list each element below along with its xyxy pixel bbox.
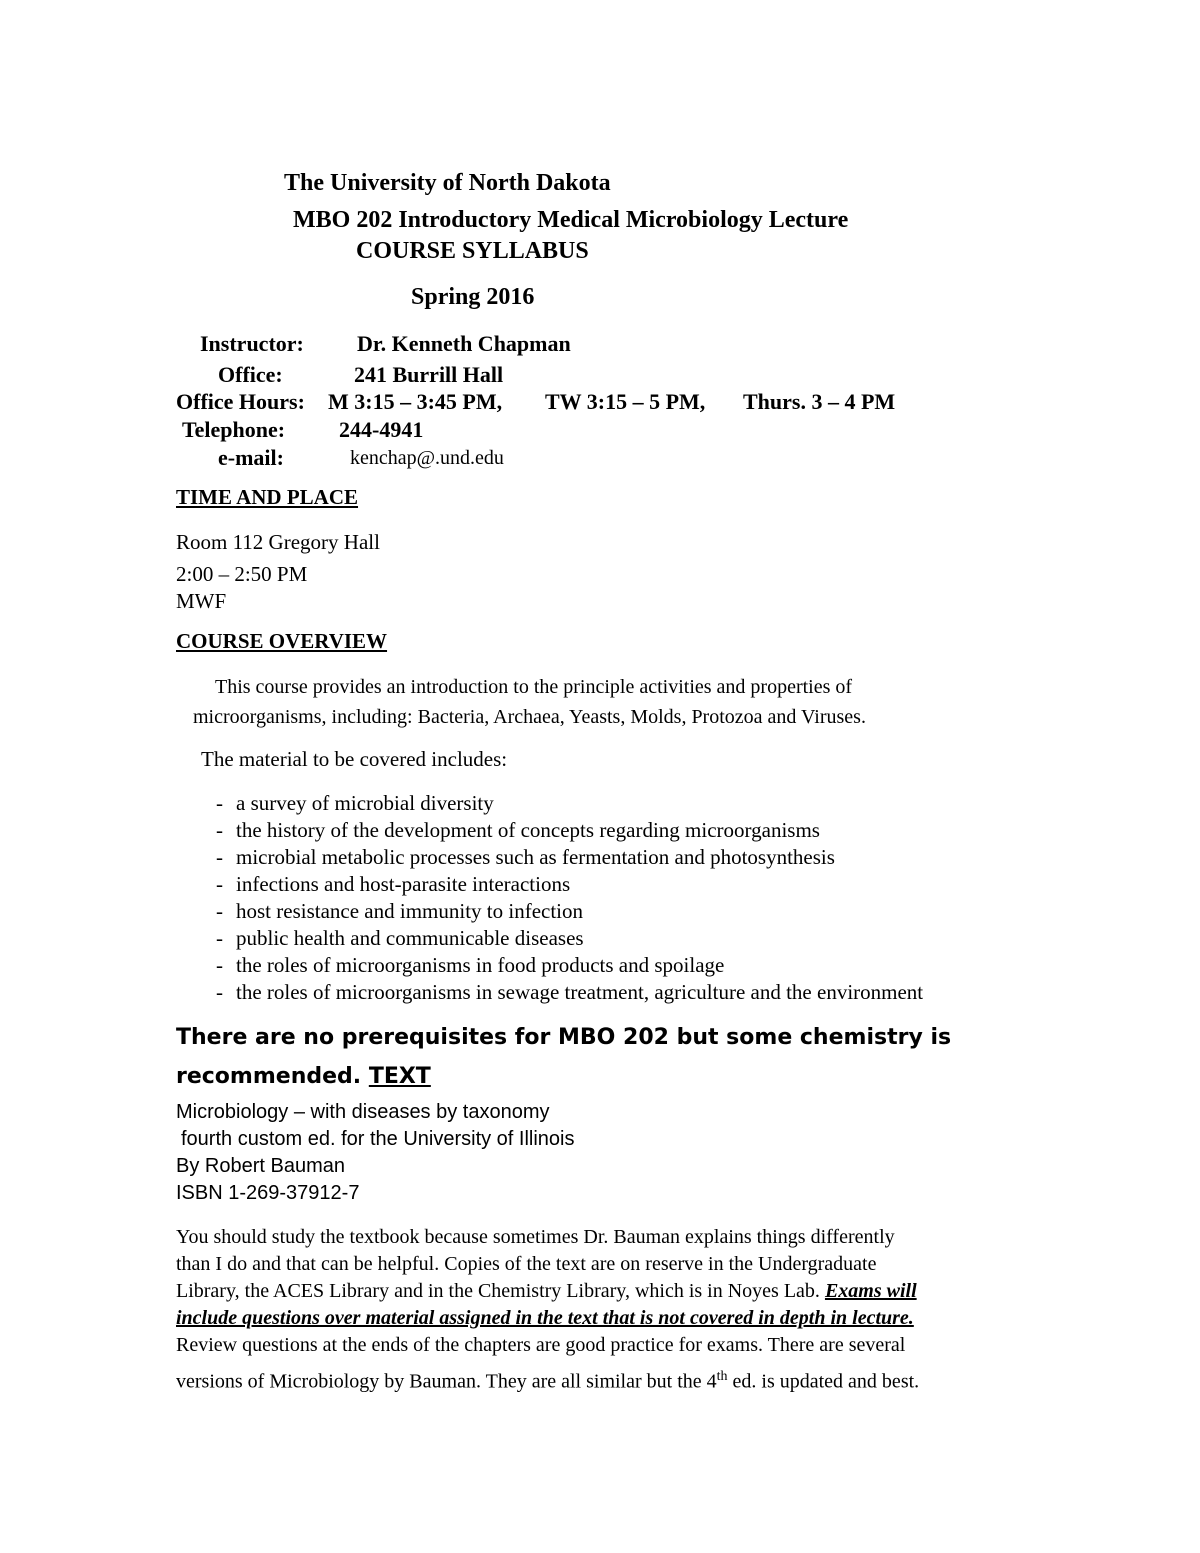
list-item: - microbial metabolic processes such as fermentation and photosynthesis [216,845,835,869]
instructor-name: Dr. Kenneth Chapman [357,331,571,356]
topics-list [216,790,923,1006]
prerequisites-line-2: recommended. TEXT [176,1064,431,1089]
study-note-line: versions of Microbiology by Bauman. They are all similar but the 4th ed. is updated and best. [176,1369,920,1393]
bullet-dash: - [216,926,223,950]
instructor-label: Instructor: [200,331,304,356]
office-location: 241 Burrill Hall [354,362,504,387]
list-item: - the roles of microorganisms in food products and spoilage [216,953,725,977]
study-note-line: Review questions at the ends of the chapters are good practice for exams. There are several [176,1334,906,1356]
class-time: 2:00 – 2:50 PM [176,562,308,586]
study-note-line: than I do and that can be helpful. Copies of the text are on reserve in the Undergraduate [176,1253,877,1275]
room: Room 112 Gregory Hall [176,530,380,554]
textbook-isbn: ISBN 1-269-37912-7 [176,1182,360,1204]
exams-emphasis-continued: include questions over material assigned in the text that is not covered in depth in lecture. [176,1307,914,1329]
text-heading: TEXT [368,1064,431,1089]
bullet-dash: - [216,899,223,923]
list-item: - host resistance and immunity to infection [216,899,584,923]
term: Spring 2016 [411,284,535,310]
office-hours-monday: M 3:15 – 3:45 PM, [328,389,503,414]
material-intro: The material to be covered includes: [201,747,508,771]
bullet-dash: - [216,845,223,869]
office-hours-label: Office Hours: [176,389,305,414]
overview-intro-line-2: microorganisms, including: Bacteria, Archaea, Yeasts, Molds, Protozoa and Viruses. [193,706,866,728]
telephone-number: 244-4941 [339,417,424,442]
study-note-line: You should study the textbook because sometimes Dr. Bauman explains things differently [176,1226,895,1248]
office-hours-thursday: Thurs. 3 – 4 PM [743,389,896,414]
office-label: Office: [218,362,283,387]
telephone-label: Telephone: [182,417,286,442]
list-item: - a survey of microbial diversity [216,791,494,815]
time-and-place-heading: TIME AND PLACE [176,485,359,509]
prerequisites-line-1: There are no prerequisites for MBO 202 but some chemistry is [176,1025,952,1050]
list-item: - infections and host-parasite interactions [216,872,571,896]
bullet-dash: - [216,791,223,815]
email-label: e-mail: [218,445,284,470]
list-item: - public health and communicable diseases [216,926,584,950]
university-name: The University of North Dakota [284,170,611,196]
list-item: - the history of the development of concepts regarding microorganisms [216,818,820,842]
bullet-dash: - [216,980,223,1004]
course-overview-heading: COURSE OVERVIEW [176,629,388,653]
class-days: MWF [176,589,227,613]
email-address[interactable]: kenchap@.und.edu [350,447,504,469]
exams-emphasis: Exams will [824,1280,917,1302]
bullet-dash: - [216,953,223,977]
overview-intro-line-1: This course provides an introduction to the principle activities and properties of [215,676,853,698]
course-title: MBO 202 Introductory Medical Microbiology Lecture [293,207,849,233]
study-note-paragraph [176,1224,1026,1396]
bullet-dash: - [216,818,223,842]
document-type: COURSE SYLLABUS [356,238,589,264]
study-note-line: Library, the ACES Library and in the Chemistry Library, which is in Noyes Lab. Exams will [176,1280,917,1302]
office-hours-tue-wed: TW 3:15 – 5 PM, [545,389,706,414]
textbook-edition: fourth custom ed. for the University of Illinois [181,1128,575,1150]
textbook-author: By Robert Bauman [176,1155,345,1177]
list-item: - the roles of microorganisms in sewage treatment, agriculture and the environment [216,980,924,1004]
bullet-dash: - [216,872,223,896]
textbook-title: Microbiology – with diseases by taxonomy [176,1101,550,1123]
